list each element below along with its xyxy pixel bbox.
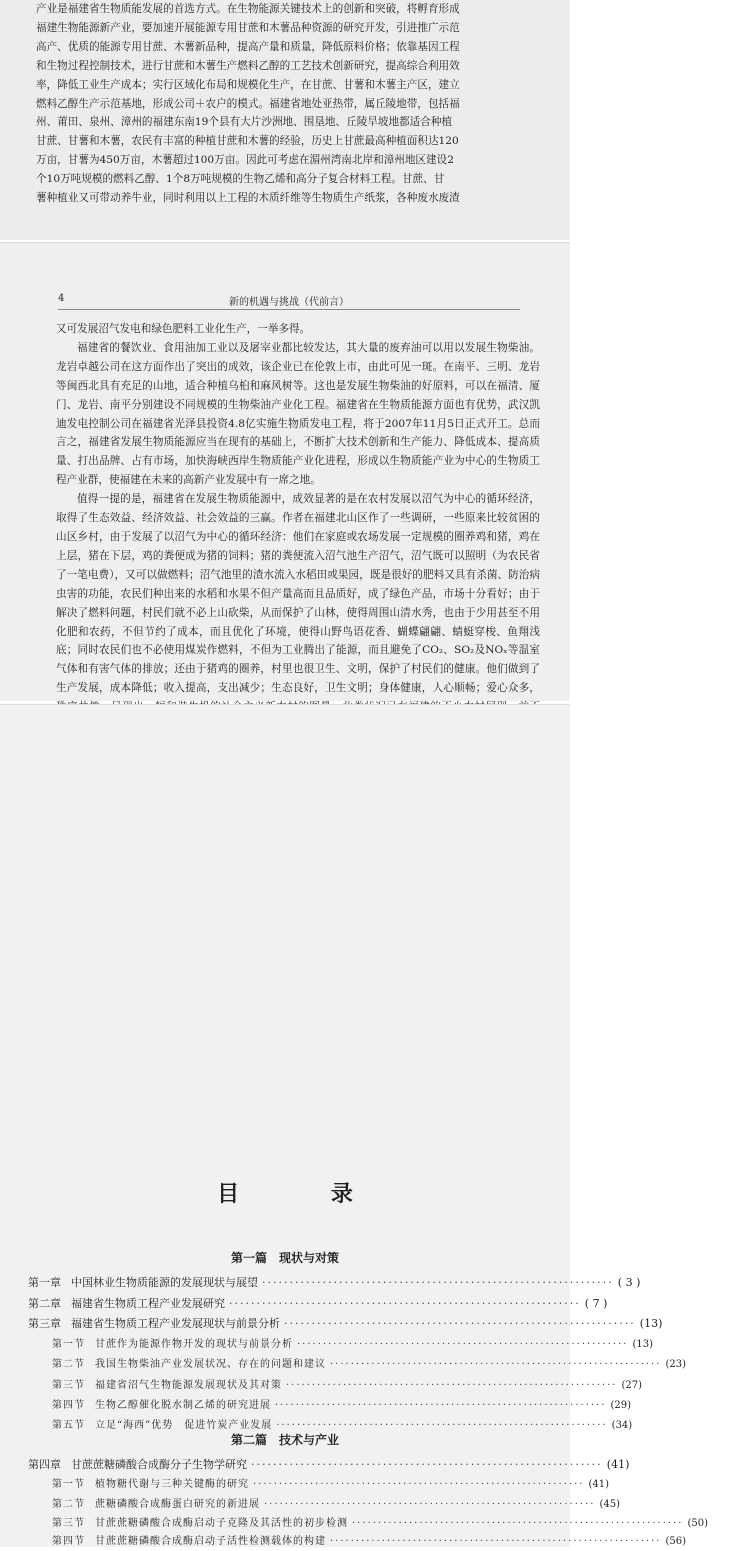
toc-entry-section[interactable]: 第三节 甘蔗蔗糖磷酸合成酶启动子克隆及其活性的初步检测 ································································ (50) <box>52 1518 708 1529</box>
toc-entry-section[interactable]: 第四节 甘蔗蔗糖磷酸合成酶启动子活性检测载体的构建 ································································ (56) <box>52 1536 686 1547</box>
page-fragment-preface <box>0 242 570 701</box>
toc-entry-section[interactable]: 第二节 我国生物柴油产业发展状况、存在的问题和建议 ································································ (23) <box>52 1359 686 1370</box>
toc-entry-chapter[interactable]: 第四章 甘蔗蔗糖磷酸合成酶分子生物学研究 ································································ (41) <box>28 1458 630 1471</box>
page1-line: 薯种植业又可带动养牛业，同时利用以上工程的木质纤维等生物质生产纸浆，各种废水废渣 <box>36 192 460 205</box>
toc-entry-section[interactable]: 第五节 立足“海西”优势 促进竹炭产业发展 ································································ (34) <box>52 1420 633 1431</box>
page-number: 4 <box>58 293 65 304</box>
running-title: 新的机遇与挑战（代前言） <box>229 297 349 308</box>
toc-entry-chapter[interactable]: 第三章 福建省生物质工程产业发展现状与前景分析 ································································ (13) <box>28 1317 663 1330</box>
page1-body <box>36 0 546 208</box>
toc-entry-section[interactable]: 第一节 植物糖代谢与三种关键酶的研究 ································································ (41) <box>52 1479 609 1490</box>
page1-line: 州、莆田、泉州、漳州的福建东南19个县有大片沙洲地、围垦地、丘陵旱坡地都适合种植 <box>36 116 453 129</box>
toc-entry-chapter[interactable]: 第一章 中国林业生物质能源的发展现状与展望 ································································ ( 3 ) <box>28 1276 641 1289</box>
page1-line: 福建生物能源新产业，要加速开展能源专用甘蔗和木薯品种资源的研究开发，引进推广示范 <box>36 21 460 34</box>
toc-title: 目 录 <box>217 1181 395 1207</box>
page-fragment-toc <box>0 704 708 1547</box>
page1-line: 万亩，甘薯为450万亩，木薯超过100万亩。因此可考虑在湄州湾南北岸和漳州地区建设2 <box>36 154 454 167</box>
toc-entry-section[interactable]: 第一节 甘蔗作为能源作物开发的现状与前景分析 ································································ (13) <box>52 1339 653 1350</box>
toc-entry-section[interactable]: 第四节 生物乙醇催化脱水制乙烯的研究进展 ································································ (29) <box>52 1400 631 1411</box>
page1-line: 率，降低工业生产成本；实行区域化布局和规模化生产，在甘蔗、甘薯和木薯主产区，建立 <box>36 78 460 91</box>
preface-paragraph: 值得一提的是，福建省在发展生物质能源中，成效显著的是在农村发展以沼气为中心的循环经济，取得了生态效益、经济效益、社会效益的三赢。作者在福建北山区作了一些调研，一些原来比较贫困的山区乡村，由于发展了以沼气为中心的循环经济：他们在家庭或农场发展一定规模的圈养鸡和猪，鸡在上层，猪在下层，鸡的粪便成为猪的饲料；猪的粪便流入沼气池生产沼气，沼气既可以照明（为农民省了一笔电费），又可以做燃料；沼气池里的渣水流入水稻田或果园，既是很好的肥料又具有杀菌、防治病虫害的功能，农民们种出来的水稻和水果不但产量高而且品质好，成了绿色产品，市场十分看好；由于解决了燃料问题，村民们就不必上山砍柴，从而保护了山林，使得周围山清水秀，也由于少用甚至不用化肥和农药，不但节约了成本，而且优化了环境，使得山野鸟语花香、蝴蝶翩翩、蜻蜓穿梭、鱼翔浅底；同时农民们也不必使用煤炭作燃料，不但为工业腾出了能源，而且避免了CO₂、SO₂及NOₓ等温室气体和有害气体的排放；还由于猪鸡的圈养，村里也很卫生、文明，保护了村民们的健康。他们做到了生产发展，成本降低；收入提高，支出减少；生态良好，卫生文明；身体健康，人心顺畅；爱心众多， <box>56 493 540 695</box>
page1-line: 高产、优质的能源专用甘蔗、木薯新品种，提高产量和质量，降低原料价格；依靠基因工程 <box>36 40 460 53</box>
toc-entry-chapter[interactable]: 第二章 福建省生物质工程产业发展研究 ································································ ( 7 ) <box>28 1297 608 1310</box>
toc-entry-section[interactable]: 第二节 蔗糖磷酸合成酶蛋白研究的新进展 ································································ (45) <box>52 1499 620 1510</box>
running-header <box>58 293 520 310</box>
page1-line: 和生物过程控制技术，进行甘蔗和木薯生产燃料乙醇的工艺技术创新研究，提高综合利用效 <box>36 59 460 72</box>
page1-line: 产业是福建省生物质能发展的首选方式。在生物能源关键技术上的创新和突破，将孵育形成 <box>36 3 460 15</box>
page1-line: 甘蔗、甘薯和木薯，农民有丰富的种植甘蔗和木薯的经验，历史上甘蔗最高种植面积达120 <box>36 135 459 148</box>
preface-first-line: 又可发展沼气发电和绿色肥料工业化生产，一举多得。 <box>56 323 311 335</box>
toc-entry-section[interactable]: 第三节 福建省沼气生物能源发展现状及其对策 ································································ (27) <box>52 1380 642 1391</box>
toc-part-title: 第二篇 技术与产业 <box>230 1433 339 1447</box>
page-fragment-top <box>0 0 570 240</box>
preface-paragraph: 福建省的餐饮业、食用油加工业以及屠宰业都比较发达，其大量的废弃油可以用以发展生物柴油。龙岩卓越公司在这方面作出了突出的成效，该企业已在伦敦上市，由此可见一斑。在南平、三明、龙岩等闽西北具有充足的山地，适合种植乌桕和麻风树等。这也是发展生物柴油的好原料，可以在福清、厦门、龙岩、南平分别建设不同规模的生物柴油产业化工程。福建省在生物质能源方面也有优势，武汉凯迪发电控制公司在福建省光泽县投资4.8亿实施生物质发电工程，将于2007年11月5日正式开工。总而言之，福建省发展生物质能源应当在现有的基础上，不断扩大技术创新和生产能力、降低成本、提高质量、打出品牌、占有市场，加快海峡西岸生物质能产业化进程，形成以生物质能产业为中心的生物质工程产业群，使福建在未来的高新产业发展中有一席之地。 <box>56 341 540 487</box>
page1-line: 燃料乙醇生产示范基地，形成公司＋农户的模式。福建省地处亚热带，属丘陵地带，包括福 <box>36 97 460 110</box>
page1-line: 个10万吨规模的燃料乙醇、1个8万吨规模的生物乙烯和高分子复合材料工程。甘蔗、甘 <box>36 173 445 186</box>
toc-part-title: 第一篇 现状与对策 <box>230 1251 339 1265</box>
